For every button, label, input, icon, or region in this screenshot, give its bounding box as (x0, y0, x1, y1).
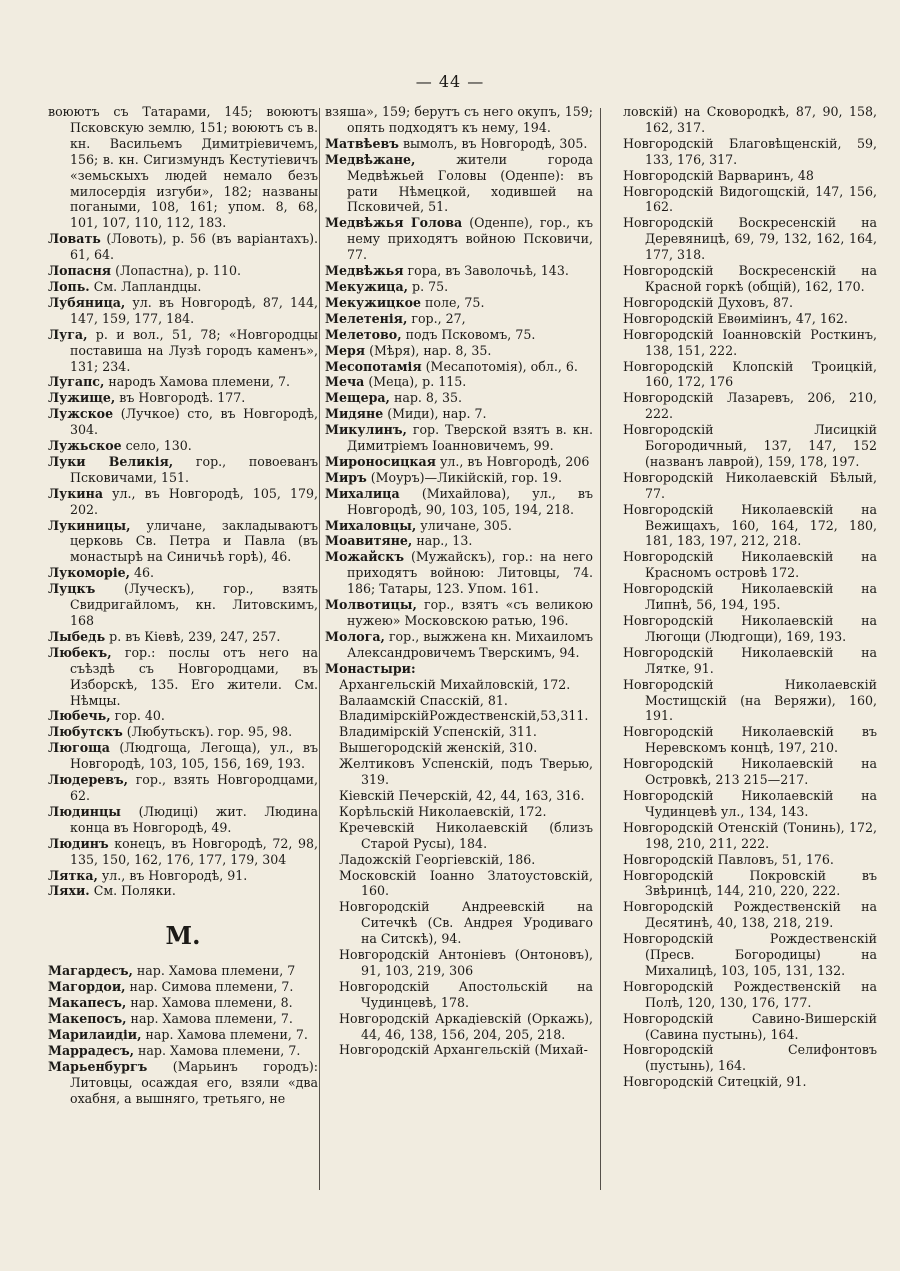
index-entry (325, 390, 593, 406)
monastery-subentry: Желтиковъ Успенскій, подъ Тверью, 319. (339, 756, 593, 788)
entry-headword: Магардесъ, (48, 963, 133, 979)
index-entry (48, 963, 318, 979)
entry-headword: Люгоща (48, 740, 110, 756)
monastery-subentry: Новгородскій Апостольскій на Чудинцевѣ, 178. (339, 978, 593, 1010)
index-entry (48, 979, 318, 995)
section-letter-m: М. (165, 921, 201, 951)
entry-headword: Можайскъ (325, 549, 404, 565)
entry-headword: Медвѣжья (325, 263, 404, 279)
index-entry (48, 836, 318, 868)
monastery-subentry: Новгородскій Евѳиміинъ, 47, 162. (623, 310, 848, 326)
entry-text: (Оденпе), гор., къ нему приходятъ войною Псковичи, 77. (347, 215, 593, 263)
index-entry (48, 995, 318, 1011)
entry-text: (Людиці) жит. Людина конца въ Новгородѣ, 49. (70, 803, 318, 835)
monastery-subentry: Новгородскій Николаевскій на Красномъ островѣ 172. (623, 549, 877, 581)
index-entry (48, 629, 318, 645)
entry-headword: Мекужицкое (325, 294, 421, 310)
monastery-subentry: Новгородскій Іоанновскій Росткинъ, 138, 151, 222. (623, 326, 877, 358)
entry-headword: Матвѣевъ (325, 135, 399, 151)
entry-headword: Моавитяне, (325, 533, 413, 549)
index-entry (48, 374, 318, 390)
entry-text: (Ловоть), р. 56 (въ варіантахъ). 61, 64. (70, 231, 318, 263)
entry-text: гор., выжжена кн. Михаиломъ Александровичемъ Тверскимъ, 94. (347, 628, 593, 660)
index-entry (48, 454, 318, 486)
entry-text: подъ Псковомъ, 75. (401, 326, 536, 342)
entry-text: (Луческъ), гор., взять Свидригайломъ, кн. Литовскимъ, 168 (70, 581, 318, 628)
entry-headword: Миръ (325, 469, 367, 485)
entry-headword: Мекужица, (325, 278, 409, 294)
entry-text: См. Поляки. (89, 883, 176, 899)
entry-text: гор., 27, (407, 310, 466, 326)
index-entry (48, 883, 318, 899)
index-entry (48, 1011, 318, 1027)
monastery-subentry: Новгородскій Клопскій Троицкій, 160, 172, 176 (623, 358, 877, 390)
entry-headword: Мидяне (325, 406, 384, 422)
monastery-subentry: Новгородскій Воскресенскій на Деревяницѣ, 69, 79, 132, 162, 164, 177, 318. (623, 215, 877, 263)
entry-text: (Меца), р. 115. (364, 374, 467, 390)
index-entry (325, 215, 593, 263)
entry-text: (Месапотомія), обл., 6. (421, 358, 578, 374)
entry-headword: Мещера, (325, 390, 390, 406)
index-entry (48, 740, 318, 772)
index-entry (325, 422, 593, 454)
entry-text: нар. 8, 35. (389, 390, 462, 406)
index-entry (48, 1027, 318, 1043)
monastery-subentry: Новгородскій Николаевскій на Лятке, 91. (623, 644, 877, 676)
monastery-subentry: Новгородскій Андреевскій на Ситечкѣ (Св. Андрея Уродиваго на Ситскѣ), 94. (339, 899, 593, 947)
entry-headword: Молвотицы, (325, 597, 417, 613)
monastery-subentry: ВладимірскійРождественскій,53,311. (339, 708, 589, 724)
entry-headword: Лукоморіе, (48, 565, 131, 581)
monastery-subentry: Новгородскій Отенскій (Тонинь), 172, 198, 210, 211, 222. (623, 819, 877, 851)
entry-headword: Магордои, (48, 979, 126, 995)
entry-text: нар., 13. (412, 533, 473, 549)
column-divider-left (319, 108, 320, 1190)
entry-headword: Лубяница, (48, 294, 126, 310)
entry-headword: Лятка, (48, 867, 98, 883)
index-entry (48, 868, 318, 884)
index-entry (325, 661, 593, 677)
monastery-subentry: Новгородскій Савино-Вишерскій (Савина пустынь), 164. (623, 1010, 877, 1042)
entry-headword: Любутскъ (48, 724, 123, 740)
entry-headword: Меча (325, 374, 365, 390)
entry-text: нар. Хамова племени, 7. (126, 1011, 293, 1027)
entry-headword: Лужище, (48, 390, 116, 406)
index-entry (325, 629, 593, 661)
monastery-subentry: Новгородскій Николаевскій Бѣлый, 77. (623, 469, 877, 501)
index-entry (48, 724, 318, 740)
entry-text: гор., взятъ «съ великою нужею» Московскою ратью, 196. (347, 597, 593, 628)
monastery-subentry: Новгородскій Архангельскій (Михай- (339, 1042, 588, 1058)
entry-headword: Лугапс, (48, 374, 105, 390)
entry-headword: Луга, (48, 326, 88, 342)
index-entry (325, 263, 593, 279)
index-entry (48, 406, 318, 438)
entry-headword: Михаловцы, (325, 517, 417, 533)
index-entry (48, 486, 318, 518)
entry-text: народъ Хамова племени, 7. (104, 374, 291, 390)
entry-text: (Любутьскъ). гор. 95, 98. (122, 724, 293, 740)
entry-text: (Мѣря), нар. 8, 35. (365, 342, 492, 358)
index-entry (325, 486, 593, 518)
monastery-subentry: Архангельскій Михайловскій, 172. (339, 676, 571, 692)
entry-headword: Лыбедь (48, 628, 106, 644)
entry-headword: Лужьское (48, 438, 122, 454)
entry-text: (Лопастна), р. 110. (111, 263, 241, 279)
entry-text: гор., повоеванъ Псковичами, 151. (70, 453, 318, 485)
monastery-subentry: Новгородскій Лисицкій Богородичный, 137, 147, 152 (названъ лаврой), 159, 178, 197. (623, 422, 877, 469)
index-entry (325, 374, 593, 390)
index-entry (48, 708, 318, 724)
entry-text: нар. Хамова племени, 7 (132, 963, 296, 979)
index-entry (48, 327, 318, 375)
monastery-subentry: Новгородскій Покровскій въ Звѣринцѣ, 144, 210, 220, 222. (623, 867, 877, 899)
entry-text: село, 130. (121, 438, 192, 454)
index-entry (48, 645, 318, 709)
entry-text: конецъ, въ Новгородѣ, 72, 98, 135, 150, 162, 176, 177, 179, 304 (70, 835, 318, 867)
entry-text: р. и вол., 51, 78; «Новгородцы поставиша на Лузѣ городъ каменъ», 131; 234. (70, 326, 318, 374)
index-entry (48, 804, 318, 836)
entry-text: ул., въ Новгородѣ, 206 (435, 453, 590, 469)
index-entry (325, 533, 593, 549)
column-divider-right (600, 108, 601, 1190)
entry-headword: Лопь. (48, 278, 90, 294)
index-entry (48, 772, 318, 804)
index-entry (48, 295, 318, 327)
monastery-subentry: Новгородскій Николаевскій на Липнѣ, 56, 194, 195. (623, 581, 877, 613)
entry-text: поле, 75. (420, 294, 485, 310)
monastery-subentry: Новгородскій Селифонтовъ (пустынь), 164. (623, 1042, 877, 1074)
entry-text: (Моуръ)—Ликійскій, гор. 19. (366, 469, 562, 485)
index-entry (325, 311, 593, 327)
index-entry (325, 279, 593, 295)
entry-headword: Лукиницы, (48, 517, 131, 533)
index-entry (325, 518, 593, 534)
index-entry (48, 438, 318, 454)
entry-text: воюютъ съ Татарами, 145; воюютъ Псковскую землю, 151; воюютъ съ в. кн. Васильемъ Димитріевичемъ, 156; в. кн. Сигизмундъ Кестутіевичъ «земьскыхъ людей немало безъ милосердія изгуби», 182; названы погаными, 108, 161; упом. 8, 68, 101, 107, 110, 112, 183. (48, 104, 318, 231)
monastery-subentry: Новгородскій Духовъ, 87. (623, 294, 794, 310)
monastery-subentry: Новгородскій Николаевскій на Люгощи (Людгощи), 169, 193. (623, 613, 877, 644)
entry-headword: Монастыри: (325, 660, 416, 676)
entry-text: жители города Медвѣжьей Головы (Оденпе): въ рати Нѣмецкой, ходившей на Псковичей, 51. (347, 151, 593, 215)
entry-text: нар. Хамова племени, 7. (141, 1026, 308, 1042)
entry-text: ул., въ Новгородѣ, 91. (97, 867, 248, 883)
index-entry (325, 152, 593, 216)
entry-headword: Лопасня (48, 263, 112, 279)
entry-headword: Людинъ (48, 835, 109, 851)
monastery-subentry: Новгородскій Павловъ, 51, 176. (623, 851, 834, 867)
entry-text: гор. 40. (110, 708, 165, 724)
monastery-subentry: Ладожскій Георгіевскій, 186. (339, 851, 536, 867)
entry-headword: Любечь, (48, 708, 111, 724)
entry-headword: Мелетово, (325, 326, 402, 342)
index-entry (48, 231, 318, 263)
entry-text: (Лучкое) сто, въ Новгородѣ, 304. (70, 406, 318, 438)
entry-text: гор. Тверской взятъ в. кн. Димитріемъ Іоанновичемъ, 99. (347, 422, 593, 454)
entry-text: 46. (130, 565, 155, 581)
monastery-subentry: Кіевскій Печерскій, 42, 44, 163, 316. (339, 787, 585, 803)
index-entry (325, 454, 593, 470)
entry-headword: Маррадесъ, (48, 1042, 134, 1058)
monastery-subentry: Новгородскій Николаевскій на Островкѣ, 213 215—217. (623, 756, 877, 788)
monastery-subentry: Московскій Іоанно Златоустовскій, 160. (339, 867, 593, 899)
entry-headword: Молога, (325, 628, 385, 644)
entry-text: гор.: послы отъ него на съѣздѣ съ Новгородцами, въ Изборскѣ, 135. Его жители. См. Нѣмцы. (70, 644, 318, 708)
index-entry (48, 279, 318, 295)
entry-text: (Миди), нар. 7. (383, 406, 487, 422)
entry-headword: Людеревъ, (48, 772, 129, 788)
monastery-subentry: Валаамскій Спасскій, 81. (339, 692, 508, 708)
index-entry (48, 104, 318, 231)
entry-text: (Мужайскъ), гор.: на него приходятъ войною: Литовцы, 74. 186; Татары, 123. Упом. 161. (347, 549, 593, 597)
entry-text: р. 75. (408, 278, 449, 294)
entry-headword: Микулинъ, (325, 422, 407, 438)
entry-text: взяша», 159; берутъ съ него окупъ, 159; опять подходятъ къ нему, 194. (325, 104, 593, 135)
index-entry (325, 359, 593, 375)
entry-text: уличане, закладываютъ церковь Св. Петра и Павла (въ монастырѣ на Синичьѣ горѣ), 46. (70, 517, 318, 565)
entry-headword: Лужское (48, 406, 114, 422)
entry-headword: Марилаидіи, (48, 1026, 142, 1042)
monastery-subentry: Новгородскій Николаевскій на Вежищахъ, 160, 164, 172, 180, 181, 183, 197, 212, 218. (623, 501, 877, 549)
index-entry (325, 549, 593, 597)
index-entry (48, 1059, 318, 1107)
entry-headword: Марьенбургъ (48, 1058, 148, 1074)
monastery-subentry: Новгородскій Николаевскій въ Неревскомъ концѣ, 197, 210. (623, 724, 877, 756)
index-entry (48, 1043, 318, 1059)
monastery-subentry: Новгородскій Рождественскій на Полѣ, 120, 130, 176, 177. (623, 978, 877, 1010)
entry-headword: Михалица (325, 485, 400, 501)
index-entry (325, 597, 593, 629)
monastery-subentry: Новгородскій Рождественскій (Пресв. Богородицы) на Михалицѣ, 103, 105, 131, 132. (623, 931, 877, 978)
monastery-subentry: Новгородскій Лазаревъ, 206, 210, 222. (623, 390, 877, 422)
entry-headword: Ляхи. (48, 883, 90, 899)
entry-headword: Лукина (48, 485, 104, 501)
entry-headword: Людинцы (48, 803, 121, 819)
entry-text: нар. Хамова племени, 8. (126, 995, 293, 1011)
index-entry (48, 518, 318, 566)
index-entry (48, 263, 318, 279)
entry-text: уличане, 305. (416, 517, 512, 533)
index-entry (48, 390, 318, 406)
entry-headword: Макапесъ, (48, 995, 127, 1011)
page-number: — 44 — (415, 72, 485, 91)
index-column-1 (48, 104, 318, 1106)
entry-headword: Месопотамія (325, 358, 422, 374)
entry-text: гора, въ Заволочьѣ, 143. (403, 263, 569, 279)
monastery-subentry: ловскій) на Сковородкѣ, 87, 90, 158, 162, 317. (623, 104, 877, 135)
monastery-subentry: Вышегородскій женскій, 310. (339, 740, 538, 756)
monastery-subentry: Новгородскій Варваринъ, 48 (623, 167, 814, 183)
entry-headword: Мелетенія, (325, 310, 408, 326)
monastery-subentry: Новгородскій Благовѣщенскій, 59, 133, 176, 317. (623, 135, 877, 167)
entry-text: въ Новгородѣ. 177. (115, 390, 246, 406)
entry-text: нар. Симова племени, 7. (125, 979, 294, 995)
entry-headword: Луцкъ (48, 581, 96, 597)
monastery-subentry: Новгородскій Воскресенскій на Красной горкѣ (общій), 162, 170. (623, 263, 877, 294)
index-entry (325, 470, 593, 486)
entry-text: нар. Хамова племени, 7. (134, 1042, 301, 1058)
entry-text: р. въ Кіевѣ, 239, 247, 257. (105, 628, 281, 644)
entry-headword: Мироносицкая (325, 453, 436, 469)
index-entry (325, 104, 593, 136)
entry-text: (Марьинъ городъ): Литовцы, осаждая его, взяли «два охабня, а вышняго, третьяго, не (70, 1058, 318, 1106)
monastery-subentry: Владимірскій Успенскій, 311. (339, 724, 537, 740)
monastery-subentry: Новгородскій Николаевскій Мостищскій (на Веряжи), 160, 191. (623, 676, 877, 724)
index-entry (325, 327, 593, 343)
entry-headword: Любекъ, (48, 644, 112, 660)
entry-text: вымолъ, въ Новгородѣ, 305. (398, 135, 588, 151)
entry-text: См. Лапландцы. (89, 278, 202, 294)
index-column-3 (609, 104, 877, 1090)
monastery-subentry: Новгородскій Рождественскій на Десятинѣ, 40, 138, 218, 219. (623, 899, 877, 931)
index-entry (48, 565, 318, 581)
index-entry (325, 136, 593, 152)
entry-text: гор., взять Новгородцами, 62. (70, 772, 318, 803)
entry-headword: Медвѣжане, (325, 151, 416, 167)
entry-text: ул., въ Новгородѣ, 105, 179, 202. (70, 485, 318, 517)
entry-headword: Макепосъ, (48, 1011, 127, 1027)
monastery-subentry: Корѣльскій Николаевскій, 172. (339, 803, 547, 819)
entry-text: (Михайлова), ул., въ Новгородѣ, 90, 103, 105, 194, 218. (347, 485, 593, 517)
entry-text: ул. въ Новгородѣ, 87, 144, 147, 159, 177, 184. (70, 294, 318, 326)
index-entry (325, 295, 593, 311)
index-entry (48, 581, 318, 629)
index-entry (325, 406, 593, 422)
entry-headword: Медвѣжья Голова (325, 215, 463, 231)
index-entry (325, 343, 593, 359)
monastery-subentry: Новгородскій Аркадіевскій (Оркажь), 44, 46, 138, 156, 204, 205, 218. (339, 1010, 593, 1042)
monastery-subentry: Новгородскій Видогощскій, 147, 156, 162. (623, 183, 877, 215)
index-column-2 (325, 104, 593, 1058)
monastery-subentry: Новгородскій Антоніевъ (Онтоновъ), 91, 103, 219, 306 (339, 947, 593, 978)
entry-headword: Луки Великія, (48, 453, 174, 469)
monastery-subentry: Кречевскій Николаевскій (близъ Старой Русы), 184. (339, 819, 593, 851)
entry-headword: Меря (325, 342, 366, 358)
entry-text: (Людгоща, Легоща), ул., въ Новгородѣ, 103, 105, 156, 169, 193. (70, 740, 318, 772)
entry-headword: Ловать (48, 231, 101, 247)
monastery-subentry: Новгородскій Николаевскій на Чудинцевѣ ул., 134, 143. (623, 787, 877, 819)
monastery-subentry: Новгородскій Ситецкій, 91. (623, 1074, 807, 1090)
